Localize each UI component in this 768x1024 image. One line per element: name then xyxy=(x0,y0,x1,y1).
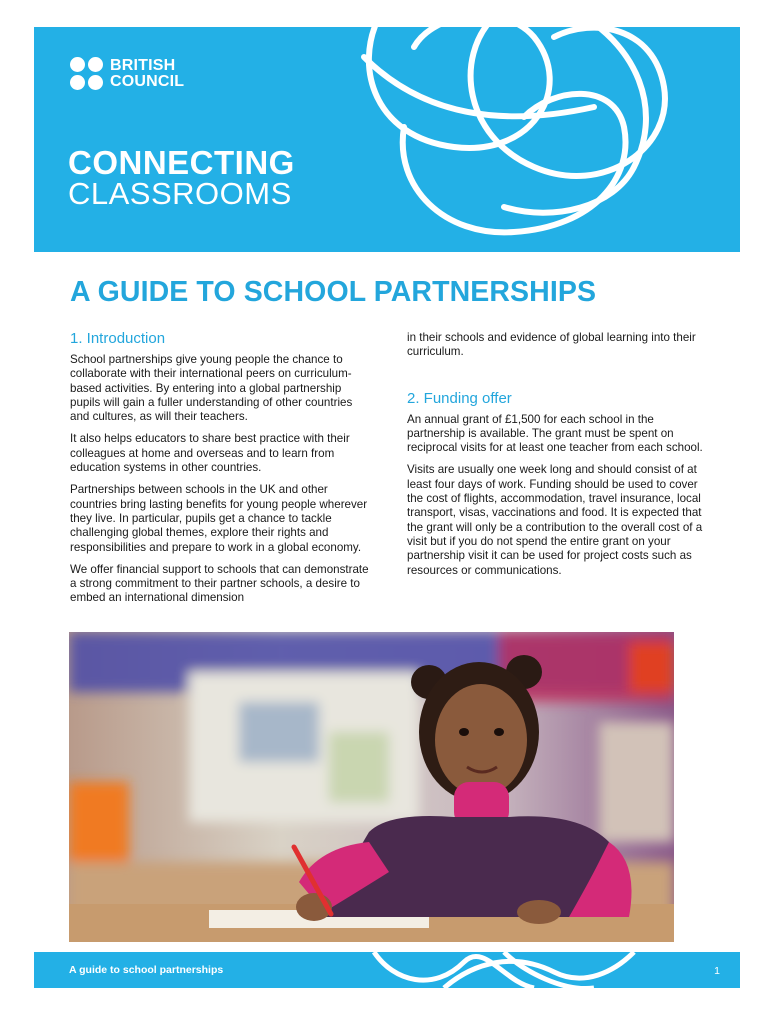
funding-heading: 2. Funding offer xyxy=(407,389,512,407)
programme-line-2: CLASSROOMS xyxy=(68,176,292,211)
logo-line-2: COUNCIL xyxy=(110,73,185,90)
left-column xyxy=(70,330,370,614)
logo-dots-icon xyxy=(70,57,104,91)
programme-line-1: CONNECTING xyxy=(68,144,295,181)
programme-name xyxy=(68,144,295,211)
page-title: A GUIDE TO SCHOOL PARTNERSHIPS xyxy=(70,276,597,308)
logo-line-1: BRITISH xyxy=(110,57,176,74)
girl-drawing-image xyxy=(69,632,674,942)
intro-paragraph-continued: in their schools and evidence of global learning into their curriculum. xyxy=(407,331,696,359)
british-council-logo xyxy=(70,57,184,91)
intro-paragraph: We offer financial support to schools that can demonstrate a strong commitment to their partner schools, a desire to embed an international dimension xyxy=(70,562,369,605)
right-column xyxy=(407,331,707,586)
intro-paragraph: Partnerships between schools in the UK and other countries bring lasting benefits for young people wherever they live. In particular, pupils get a chance to tackle challenging global themes, explore their rights and responsibilities and prepare to work in a global economy. xyxy=(70,483,368,554)
footer-bar xyxy=(34,952,740,988)
page-number: 1 xyxy=(714,965,720,977)
footer-text: A guide to school partnerships xyxy=(69,964,224,976)
funding-paragraph: An annual grant of £1,500 for each school in the partnership is available. The grant must be spent on reciprocal visits for at least one teacher from each school. xyxy=(407,412,703,455)
intro-paragraph: School partnerships give young people the chance to collaborate with their international peers on curriculum-based activities. By entering into a global partnership pupils will gain a fuller understanding of other countries and cultures, as will their teachers. xyxy=(70,353,353,424)
header-banner xyxy=(34,27,740,252)
funding-paragraph: Visits are usually one week long and should consist of at least four days of work. Funding should be used to cover the cost of flights, accommodation, travel insurance, local transport, visas, vaccinations and food. It is expected that the grant will only be a contribution to the overall cost of a visit but if you do not spend the entire grant on your partnership visit it can be used for project costs such as resources or communications. xyxy=(407,463,703,577)
classroom-photo xyxy=(69,632,674,942)
intro-paragraph: It also helps educators to share best practice with their colleagues at home and overseas and to learn from education systems in other countries. xyxy=(70,432,350,475)
introduction-heading: 1. Introduction xyxy=(70,330,166,347)
